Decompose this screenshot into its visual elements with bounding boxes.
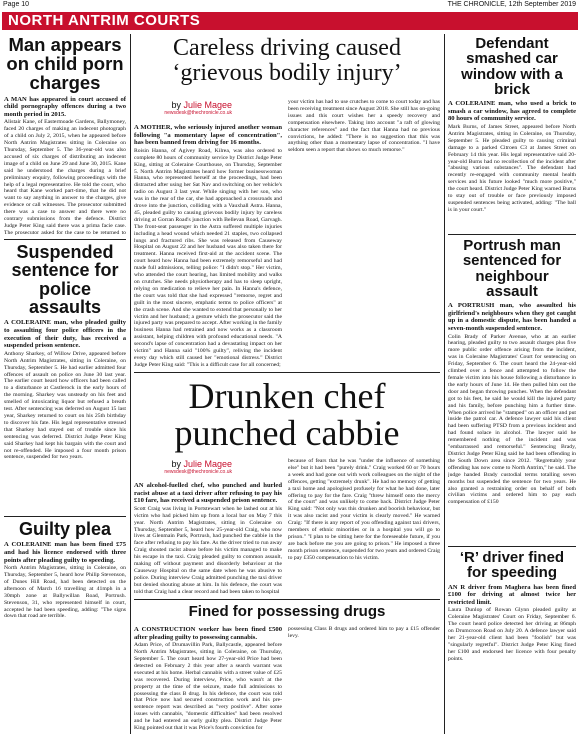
headline: Careless driving caused ‘grievous bodily injury’	[172, 36, 402, 86]
byline-prefix: by	[171, 100, 181, 110]
column-rule	[130, 34, 131, 734]
headline: Guilty plea	[18, 520, 112, 539]
page-header	[0, 0, 580, 10]
article-chef-headline-box	[134, 378, 440, 456]
article-careless-headline-box	[134, 36, 440, 98]
body-text: Mark Burns, of James Street, appeared before North Antrim Magistrates, sitting in Coleraine, on Thursday, September 5. He pleaded guilty to causing criminal damage to a parked Citroen C3 at James Street on February 14 this year. His legal representative said 20-year-old Burns had no recollection of the incident after "abusing various substances". The defendant had recently re-engaged with community mental health services and his future looked "much more positive," the court heard. District Judge Peter King warned Burns to stay out of trouble or face previously imposed suspended sentences being activated, adding: "The ball is in your court."	[448, 123, 576, 213]
lead-paragraph: A COLERAINE man has been fined £75 and had his licence endorsed with three points after pleading guilty to speeding.	[4, 541, 126, 564]
body-text: North Antrim Magistrates, sitting in Coleraine, on Thursday, September 5, heard how Philip Stevenson, of Dunes Hill Road, had been detected on the afternoon of March 16 travelling at 41mph in a 30mph zone at Ballywillan Road, Portrush. Stevenson, 31, who represented himself in court, accepted he had been speeding, adding: "The signs down that road are terrible.	[4, 565, 126, 620]
body-text-continued: because of fears that he was "under the influence of something else" but it had been "purely drink." Craig worked 60 or 70 hours a week and had gone out with work colleagues on the night of the offences, getting "extremely drunk". He had no memory of getting a taxi home and apologised profusely for what he had done, later offering to pay for the fare. Craig "threw himself onto the mercy of the court" and was unlikely to come back. District Judge Peter King said: "Not only was this drunken and boorish behaviour, but it was also racist and your victim is clearly moved." He warned Craig: "If there is any report of you offending against taxi drivers, members of ethnic minorities or in a hospital you will go to prison." "I plan to be sitting here for the foreseeable future, if you are back before me you are going to prison." He imposed a three month prison sentence, suspended for two years and ordered Craig to pay £350 compensation to his victim.	[288, 458, 440, 561]
body-text: Alistair Kane, of Eastermoade Gardens, Ballymoney, faced 20 charges of making an indecent photograph of a child on July 2, 2015, when he appeared before North Antrim Magistrates sitting in Coleraine on Thursday, September 5. The 36-year-old was also accused of six charges of distributing an indecent image of a child on June 29 and June 30, 2015. Kane said he understood the charges during a brief preliminary enquiry, following proceedings with the help of a legal representative. He told the court, who heard that Kane worked part-time, that he did not want to say anything in answer to the charges, give evidence or call witnesses. The prosecutor submitted there was a case to answer and there were no contrary submissions from the defence. District Judge Peter King said there was a prima facie case. The prosecutor asked for the case to be returned to	[4, 119, 126, 236]
body-text: Colin Brady of Parker Avenue, who at an earlier hearing, pleaded guilty to two assault charges plus five more public order offence arising from the incident, was in Coleraine Magistrates' Court for sentencing on Friday, September 6. The court heard the 24-year-old climbed over a fence and attempted to follow the female victim into his house following a disturbance in the early hours of June 14. He then pulled him out the door and began throwing punches. When the defendant got to his feet, he said he would kill the injured party and his family, before punching him a further time. When police arrived he "stamped" on an officer and put inside the patrol car. A defence lawyer said his client had been suffering PTSD from a previous incident and had found solace in alcohol. The lawyer said he remembered nothing of the incident and was "embarrassed and remorseful." Sentencing Brady, District Judge Peter King said he had been offending in the South Down area since 2012. "Regrettably your offending has now come to North Antrim," he said. The judge handed Brady custodial terms totalling seven months but suspended the sentence for two years. He also granted a restraining order on behalf of both civilian victims and ordered him to pay each compensation of £150	[448, 333, 576, 506]
page-number: Page 10	[3, 1, 30, 8]
lead-paragraph: A CONSTRUCTION worker has been fined £500 after pleading guilty to possessing cannabis.	[134, 626, 282, 641]
divider	[134, 372, 440, 373]
byline	[148, 459, 232, 481]
body-text-continued: your victim has had to use crutches to come to court today and has been receiving treatment since August 2018. She still has on-going issues and this court wishes her a speedy recovery and compensation elsewhere. Taking into account "a raft of glowing character references" and the fact that Hanna had no previous convictions, he added: "There is no suggestion that this was anything other than a momentary lapse of concentration. "I have seldom seen a report that shows so much remorse."	[288, 99, 440, 154]
article-drugs-headline-box	[134, 602, 440, 624]
lead-paragraph: A COLERAINE man, who used a brick to smash a car window, has agreed to complete 80 hours of community service.	[448, 100, 576, 123]
lead-paragraph: AN R driver from Maghera has been fined £100 for driving at almost twice her restricted limit.	[448, 583, 576, 606]
byline-email[interactable]: newsdesk@thechronicle.co.uk	[164, 469, 232, 475]
article-suspended	[4, 243, 126, 513]
article-careless-col1	[134, 124, 282, 369]
body-text: Scott Craig was living in Portstewart when he lashed out at his victim who had picked him up from a local bar on May 7 this year. North Antrim Magistrates, sitting in Coleraine on Thursday, September 5, heard how 25-year-old Craig, who now lives at Glenmain Park, Portrush, had punched the cabbie in the face after refusing to pay his fare. As the driver tried to run away Craig shouted racist abuse before his victim managed to make his escape in the taxi. Craig pleaded guilty to common assault, making off without payment and disorderly behaviour at the Causeway Hospital on the same date when he was abusive to police. During interview Craig admitted punching the taxi driver but denied shouting abuse at him. In his defence, the court was told that Craig had a clear record and had been taken to hospital	[134, 505, 282, 595]
divider	[134, 599, 440, 600]
article-rdriver	[448, 550, 576, 734]
article-porn	[4, 36, 126, 236]
headline: Fined for possessing drugs	[188, 603, 386, 620]
byline	[148, 100, 232, 122]
byline-name: Julie Magee	[183, 459, 232, 469]
column-rule	[444, 34, 445, 734]
article-drugs-col2	[288, 626, 440, 734]
byline-email[interactable]: newsdesk@thechronicle.co.uk	[164, 110, 232, 116]
masthead: THE CHRONICLE, 12th September 2019	[447, 1, 576, 8]
body-text: Adam Price, of Drumavillin Park, Ballycastle, appeared before North Antrim Magistrates, sitting in Coleraine, on Thursday, September 5. The court heard how 27-year-old Price had been detected on February 2 this year after a search warrant was executed at his home. Herbal cannabis with a street value of £25 was recovered. During interview, Price, who wasn't at the property at the time of the seizure, made full admissions to possessing the class B drug. In his defence, the court was told that Price now had secured construction work and his pre-sentence report was described as "very positive". After some issues with cannabis, "domestic difficulties" had been resolved and he had entered an early guilty plea. District Judge Peter King pointed out that it was Price's fourth conviction for	[134, 642, 282, 732]
headline: Suspended sentence for police assaults	[11, 243, 119, 318]
lead-paragraph: AN alcohol-fuelled chef, who punched and hurled racist abuse at a taxi driver after refusing to pay his £10 fare, has received a suspended prison sentence.	[134, 482, 282, 505]
article-chef-col2	[288, 458, 440, 596]
headline: Portrush man sentenced for neighbour assault	[462, 238, 562, 300]
article-chef-col1	[134, 482, 282, 596]
headline: Man appears on child porn charges	[6, 36, 124, 93]
lead-paragraph: A MAN has appeared in court accused of child pornography offences during a two month period in 2015.	[4, 95, 126, 118]
headline: Defendant smashed car window with a brick	[461, 36, 563, 98]
divider	[448, 234, 576, 235]
byline-prefix: by	[171, 459, 181, 469]
section-title: NORTH ANTRIM COURTS	[2, 12, 578, 30]
lead-paragraph: A MOTHER, who seriously injured another woman following "a momentary lapse of concentration", has been banned from driving for 16 months.	[134, 124, 282, 147]
article-careless-col2	[288, 99, 440, 371]
divider	[4, 516, 126, 517]
lead-paragraph: A PORTRUSH man, who assaulted his girlfriend's neighbours when they got caught up in a domestic dispute, has been handed a seven-month suspended sentence.	[448, 302, 576, 332]
article-portrush	[448, 238, 576, 544]
headline: ‘R’ driver fined for speeding	[459, 550, 565, 582]
body-text: Anthony Sharkey, of Willow Drive, appeared before North Antrim Magistrates, sitting in Coleraine, on Thursday, September 5. He had earlier admitted four offences of assault on police on June 30 last year. The earlier court heard how officers had been called to a disturbance at Castlerock in the early hours of the morning. Sharkey was unsteady on his feet and smelled of intoxicating liquor but refused a breath test. After sentencing was deferred on August 15 last year, Sharkey returned to court on his 25th birthday to discover his fate. His legal representative stressed that Sharkey had stayed out of trouble since his sentencing was deferred. District Judge Peter King said Sharkey had kept his bargain with the court and not re-offended. He imposed a four month prison sentence, suspended for two years.	[4, 350, 126, 461]
divider	[4, 239, 126, 240]
body-text: Laura Dunlop of Rowan Glynn pleaded guilty at Coleraine Magistrates' Court on Friday, September 6. The court heard police detected her driving at 86mph on Drumcroon Road on July 20. A defence lawyer said her 21-year-old client had been "foolish" but was "singularly regretful". District Judge Peter King fined her £100 and endorsed her licence with four penalty points.	[448, 607, 576, 662]
article-window	[448, 36, 576, 232]
article-guilty	[4, 520, 126, 734]
headline: Drunken chef punched cabbie	[174, 378, 400, 453]
article-drugs-col1	[134, 626, 282, 734]
divider	[448, 546, 576, 547]
lead-paragraph: A COLERAINE man, who pleaded guilty to assaulting four police officers in the execution of their duty, has received a suspended prison sentence.	[4, 319, 126, 350]
body-text: Roisin Hanna, of Agivey Road, Kilrea, was also ordered to complete 80 hours of community service by District Judge Peter King, sitting at Coleraine Courthouse, on Thursday, September 5. North Antrim Magistrates heard how former businesswoman Hanna, who represented herself at the proceedings, had been distracted after using her Sat Nav and switching on her vehicle's radio on August 3 last year. While singing with her son, who was in the rear of the car, she had approached a crossroads and drove into the junction, colliding with a Vauxhall Astra. Hanna, 45, pleaded guilty to causing grievous bodily injury by careless driving at Gorran Road's junction with Bellevan Road, Garvagh. The front-seat passenger in the Astra suffered multiple injuries including a head wound which needed 21 staples, two collapsed lungs and fractured ribs. She was released from Causeway Hospital on August 22 and her husband was also taken there for treatment. Hanna received first-aid at the accident scene. The court heard how Hanna had been extremely remorseful and had made full admissions, telling police: "I didn't stop." Her victim, who attended the court hearing, has limited mobility and walks on crutches. She needs physiotherapy and has to sleep upright, relying on medication to relieve her pain. In Hanna's defence, the court was told that she had expressed "remorse, regret and guilt in the most sincere, emphatic terms to police officers" at the crash scene. And she wanted to extend that personally to her victim and her husband; a gesture which the prosecutor said the injured party was prepared to accept. After working in the family business Hanna had retrained and now works as a classroom assistant, helping children with profound educational needs. "A second's lapse of concentration had a devastating impact on her victim" and Hanna said "100% guilty", reliving the incident every day which still caused her "emotional distress." District Judge Peter King said: "This is a difficult case for all concerned;	[134, 147, 282, 368]
byline-name: Julie Magee	[183, 100, 232, 110]
body-text-continued: possessing Class B drugs and ordered him to pay a £15 offender levy.	[288, 626, 440, 639]
